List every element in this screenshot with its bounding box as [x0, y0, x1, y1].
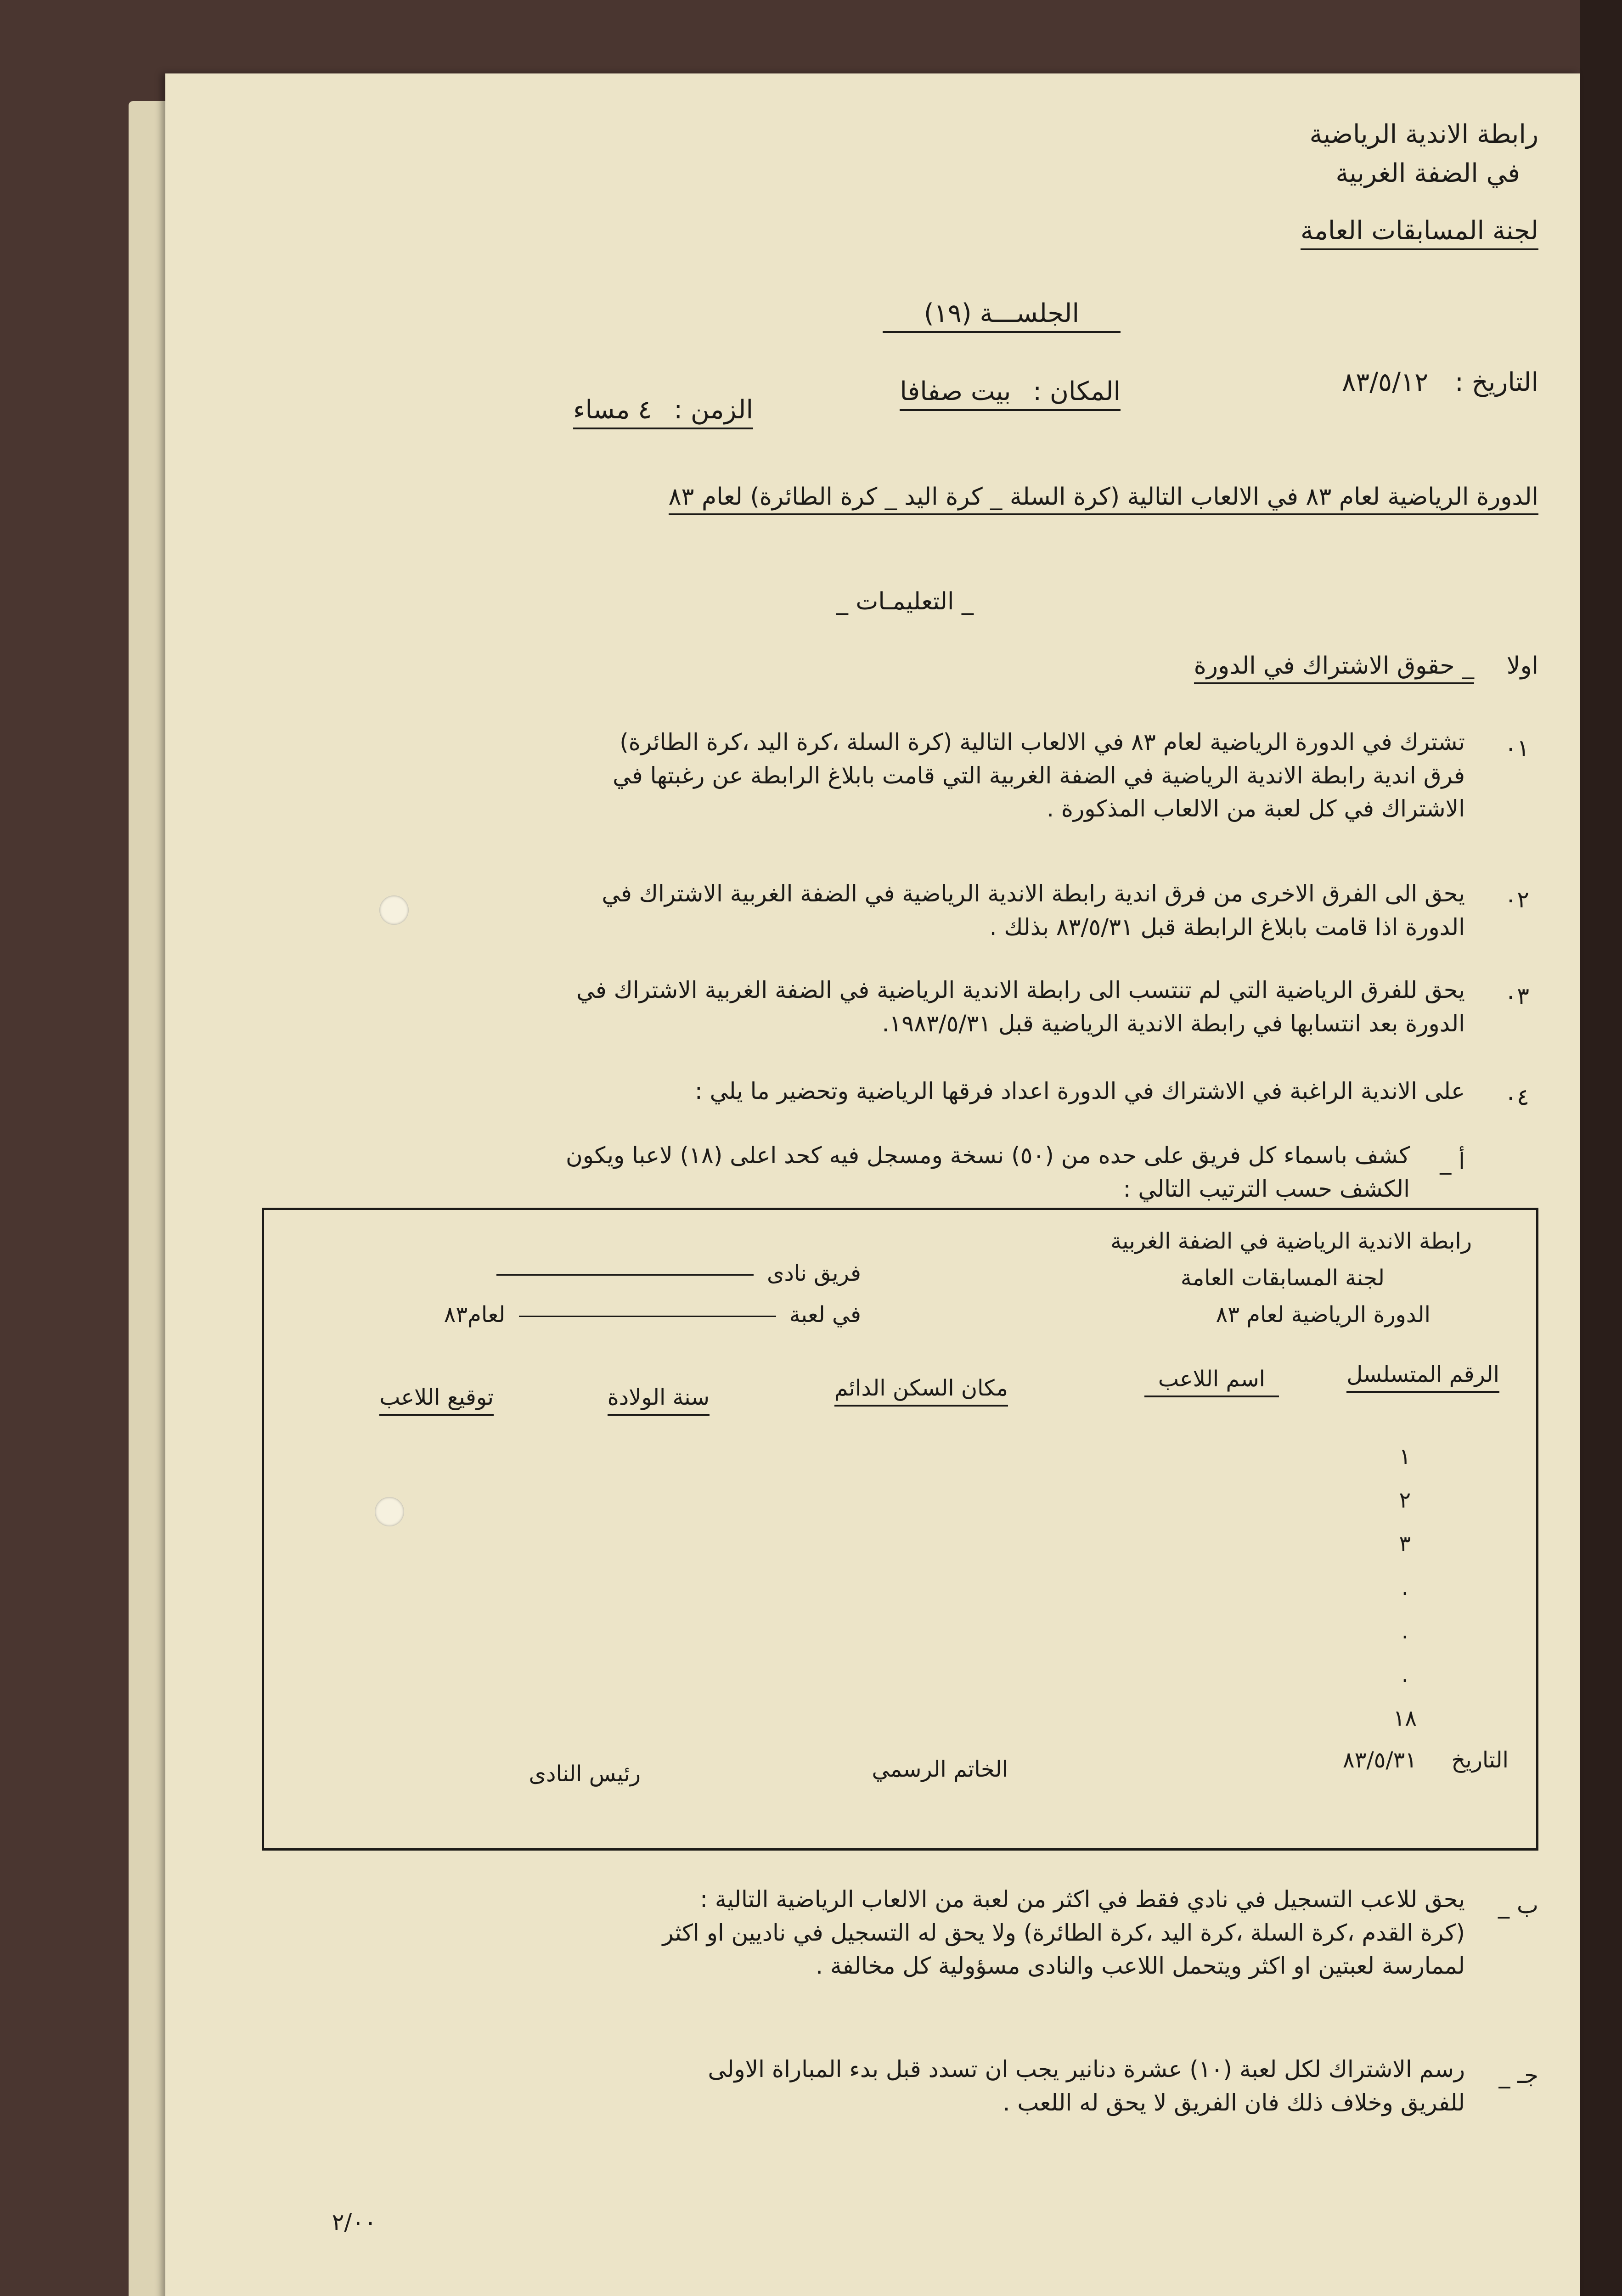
section1-title: _ حقوق الاشتراك في الدورة [1194, 652, 1474, 684]
item2-line2: الدورة اذا قامت بابلاغ الرابطة قبل ٨٣/٥/٣١ بذلك . [989, 913, 1465, 940]
section-c-label: جـ _ [1498, 2062, 1538, 2088]
sub-a-line2: الكشف حسب الترتيب التالي : [1123, 1175, 1410, 1202]
form-team-row [490, 1261, 861, 1286]
place-value: بيت صفافا [900, 377, 1011, 406]
form-seal-label: الخاتم الرسمي [872, 1756, 1008, 1782]
section-b-label: ب _ [1498, 1892, 1538, 1919]
place-field [900, 377, 1121, 411]
form-rows [1393, 1435, 1417, 1740]
form-game-label: في لعبة [789, 1302, 861, 1328]
form-date-row [1343, 1747, 1509, 1773]
form-row-number: . [1401, 1575, 1408, 1600]
document-page [165, 73, 1580, 2296]
time-field [573, 395, 753, 429]
form-game-row [444, 1302, 861, 1328]
form-col-player-name: اسم اللاعب [1144, 1366, 1279, 1397]
form-row-number: ٣ [1399, 1531, 1411, 1557]
form-row-number: ١ [1399, 1444, 1411, 1469]
form-row-number: . [1401, 1662, 1408, 1688]
item2-number: ٠٢ [1504, 886, 1529, 913]
binder-spine [1580, 0, 1622, 2296]
section-c-line2: للفريق وخلاف ذلك فان الفريق لا يحق له اللعب . [1002, 2089, 1465, 2116]
session-title: الجلســـة (١٩) [883, 298, 1121, 333]
form-col-residence: مكان السكن الدائم [834, 1375, 1008, 1407]
time-label: الزمن : [674, 395, 753, 425]
form-box [262, 1208, 1538, 1851]
form-col-serial: الرقم المتسلسل [1346, 1362, 1499, 1393]
item2-line1: يحق الى الفرق الاخرى من فرق اندية رابطة الاندية الرياضية في الضفة الغربية الاشتراك في [602, 880, 1465, 907]
punch-hole-top [379, 895, 409, 925]
form-row-number: ١٨ [1393, 1705, 1417, 1731]
item1-line3: الاشتراك في كل لعبة من الالعاب المذكورة . [1047, 795, 1465, 822]
section-b-line1: يحق للاعب التسجيل في نادي فقط في اكثر من لعبة من الالعاب الرياضية التالية : [700, 1886, 1465, 1913]
item1-text [613, 726, 1465, 826]
section-b-line3: لممارسة لعبتين او اكثر ويتحمل اللاعب والنادى مسؤولية كل مخالفة . [816, 1953, 1465, 1979]
section-c-line1: رسم الاشتراك لكل لعبة (١٠) عشرة دنانير يجب ان تسدد قبل بدء المباراة الاولى [708, 2056, 1465, 2082]
sub-a-text [566, 1139, 1410, 1205]
form-org-line2: لجنة المسابقات العامة [1180, 1265, 1385, 1291]
form-game-blank [519, 1316, 776, 1317]
header-org-line1: رابطة الاندية الرياضية [1309, 119, 1538, 149]
item1-line2: فرق اندية رابطة الاندية الرياضية في الضفة الغربية التي قامت بابلاغ الرابطة عن رغبتها في [613, 762, 1465, 789]
form-year-label: لعام٨٣ [444, 1302, 506, 1328]
form-date-value: ٨٣/٥/٣١ [1342, 1747, 1417, 1773]
form-col-birth-year: سنة الولادة [608, 1384, 710, 1416]
item1-number: ٠١ [1504, 735, 1529, 761]
header-org-line2: في الضفة الغربية [1335, 158, 1520, 188]
instructions-title: _ التعليمـات _ [836, 588, 974, 615]
form-team-label: فريق نادى [766, 1261, 861, 1286]
item4-line1: على الاندية الراغبة في الاشتراك في الدورة اعداد فرقها الرياضية وتحضير ما يلي : [694, 1078, 1465, 1104]
subject-line [276, 473, 1538, 521]
date-label: التاريخ : [1454, 367, 1538, 397]
form-row-number: . [1401, 1618, 1408, 1644]
sub-a-line1: كشف باسماء كل فريق على حده من (٥٠) نسخة ومسجل فيه كحد اعلى (١٨) لاعبا ويكون [565, 1142, 1410, 1169]
item4-text [695, 1075, 1465, 1108]
section-b-line2: (كرة القدم ،كرة السلة ،كرة اليد ،كرة الطائرة) ولا يحق له التسجيل في ناديين او اكثر [662, 1919, 1465, 1946]
form-date-label: التاريخ [1451, 1747, 1509, 1773]
date-field [1342, 367, 1538, 397]
time-value: ٤ مساء [573, 395, 652, 425]
section-b-text [662, 1883, 1465, 1983]
form-team-blank [496, 1274, 754, 1276]
form-row-number: ٢ [1399, 1487, 1411, 1513]
section1-label: اولا [1506, 652, 1538, 680]
page-reference: ٢/٠٠ [332, 2209, 377, 2235]
item3-line2: الدورة بعد انتسابها في رابطة الاندية الرياضية قبل ١٩٨٣/٥/٣١. [882, 1010, 1465, 1037]
item3-text [576, 974, 1465, 1040]
item4-number: ٠٤ [1504, 1084, 1529, 1110]
sub-a-label: أ _ [1440, 1148, 1465, 1175]
form-org-line1: رابطة الاندية الرياضية في الضفة الغربية [1110, 1228, 1472, 1254]
item1-line1: تشترك في الدورة الرياضية لعام ٨٣ في الالعاب التالية (كرة السلة ،كرة اليد ،كرة الطائرة) [620, 729, 1465, 755]
item3-number: ٠٣ [1504, 983, 1529, 1009]
form-col-signature: توقيع اللاعب [379, 1384, 494, 1416]
header-committee: لجنة المسابقات العامة [1301, 216, 1538, 250]
form-org-line3: الدورة الرياضية لعام ٨٣ [1216, 1302, 1431, 1328]
item2-text [602, 877, 1465, 944]
date-value: ٨٣/٥/١٢ [1342, 367, 1429, 397]
subject-text: الدورة الرياضية لعام ٨٣ في الالعاب التالية (كرة السلة _ كرة اليد _ كرة الطائرة) لعام ٨٣ [669, 483, 1538, 515]
section-c-text [708, 2053, 1465, 2119]
item3-line1: يحق للفرق الرياضية التي لم تنتسب الى رابطة الاندية الرياضية في الضفة الغربية الاشتراك في [576, 977, 1465, 1003]
form-president-label: رئيس النادى [529, 1761, 641, 1787]
place-label: المكان : [1033, 377, 1121, 406]
